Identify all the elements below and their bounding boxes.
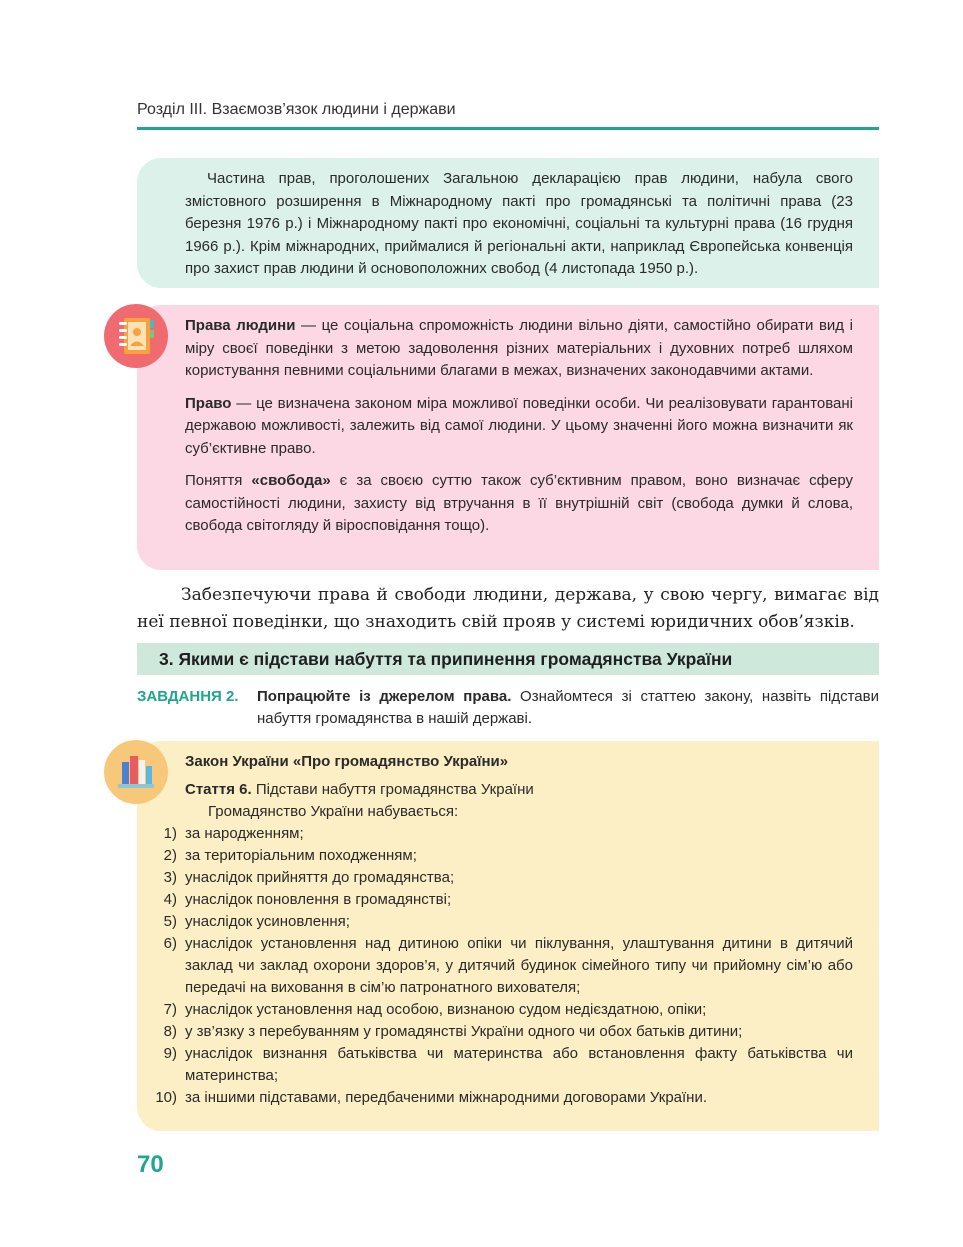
list-text: за територіальним походженням; [185,847,417,864]
definition-text-2: — це визначена законом міра можливої поведінки особи. Чи реалізовувати гарантовані державою можливості, залежить від самої людини. У цьому значенні його можна визначити як суб’єктивне право. [185,394,853,457]
list-text: у зв’язку з перебуванням у громадянстві України одного чи обох батьків дитини; [185,1023,743,1040]
definition-law [185,393,853,461]
term-freedom: «свобода» [251,472,331,489]
list-number: 10) [155,1089,177,1106]
definition-freedom [185,470,853,538]
list-number: 5) [163,913,177,930]
article-intro: Громадянство України набувається: [208,803,459,820]
term-law: Право [185,394,232,412]
article-title: Підстави набуття громадянства України [251,781,534,798]
list-number: 8) [163,1023,177,1040]
page-number: 70 [137,1151,164,1178]
definitions-box [137,305,879,570]
definition-text-3: є за своєю суттю також суб’єктивним правом, воно визначає сферу самостійності людини, захисту від втручання в її внутрішній світ (свобода думки й слова, свобода світогляду й віросповідання тощо). [185,472,853,534]
list-text: унаслідок установлення над особою, визнаною судом недієздатною, опіки; [185,1001,707,1018]
list-item [163,845,853,867]
list-number: 6) [163,935,177,952]
list-text: унаслідок поновлення в громадянстві; [185,891,452,908]
term-human-rights: Права людини [185,317,296,334]
list-text: унаслідок визнання батьківства чи материнства або встановлення факту батьківства чи материнства; [185,1045,853,1084]
info-text: Частина прав, проголошених Загальною декларацією прав людини, набула свого змістовного розширення в Міжнародному пакті про громадянські та політичні права (23 березня 1976 р.) і Міжнародному пакті про економічні, соціальні та культурні права (16 грудня 1966 р.). Крім міжнародних, приймалися й регіональні акти, наприклад Європейська конвенція про захист прав людини й основоположних свобод (4 листопада 1950 р.). [185,170,853,277]
list-item [163,1043,853,1087]
list-item [163,999,853,1021]
info-box-mint [137,158,879,288]
list-item [155,1087,853,1109]
list-number: 2) [163,847,177,864]
list-item [163,911,853,933]
list-text: за народженням; [185,825,304,842]
section-heading-bar [137,643,879,675]
list-text: унаслідок установлення над дитиною опіки чи піклування, улаштування дитини в дитячий заклад чи заклад охорони здоров’я, у дитячий будинок сімейного типу чи прийомну сім’ю або передачі на виховання в сім’ю патронатного вихователя; [185,935,853,996]
list-number: 1) [163,825,177,842]
definition-pre-3: Поняття [185,472,252,489]
law-title: Закон України «Про громадянство України» [185,753,509,770]
list-item [163,1021,853,1043]
list-number: 4) [163,891,177,908]
definition-human-rights [185,315,853,383]
list-text: за іншими підставами, передбаченими міжнародними договорами України. [185,1089,708,1106]
list-number: 7) [163,1001,177,1018]
task-label: ЗАВДАННЯ 2. [137,688,239,705]
chapter-header: Розділ ІІІ. Взаємозв’язок людини і держави [137,101,456,118]
list-number: 9) [163,1045,177,1062]
task-bold: Попрацюйте із джерелом права. [257,688,512,705]
definition-text-1: — це соціальна спроможність людини вільно діяти, самостійно обирати вид і міру своєї поведінки з метою задоволення різних матеріальних і духовних потреб шляхом користування певними соціальними благами в межах, визначених законодавчими актами. [185,317,853,379]
books-icon [104,740,168,804]
list-item [163,933,853,999]
article-heading [185,779,853,801]
notebook-icon [104,304,168,368]
body-paragraph: Забезпечуючи права й свободи людини, держава, у свою чергу, вимагає від неї певної поведінки, що знаходить свій прояв у системі юридичних обов’язків. [137,585,879,632]
list-text: унаслідок прийняття до громадянства; [185,869,455,886]
task-text [257,686,879,730]
list-number: 3) [163,869,177,886]
header-divider [137,127,879,130]
article-label: Стаття 6. [185,781,252,798]
grounds-list [155,823,853,1109]
list-item [163,823,853,845]
section-title: 3. Якими є підстави набуття та припинення громадянства України [159,649,733,669]
list-text: унаслідок усиновлення; [185,913,350,930]
list-item [163,889,853,911]
task-instruction: Ознайомтеся зі статтею закону, назвіть підстави набуття громадянства в нашій державі. [257,688,879,727]
list-item [163,867,853,889]
law-excerpt-box [137,741,879,1131]
